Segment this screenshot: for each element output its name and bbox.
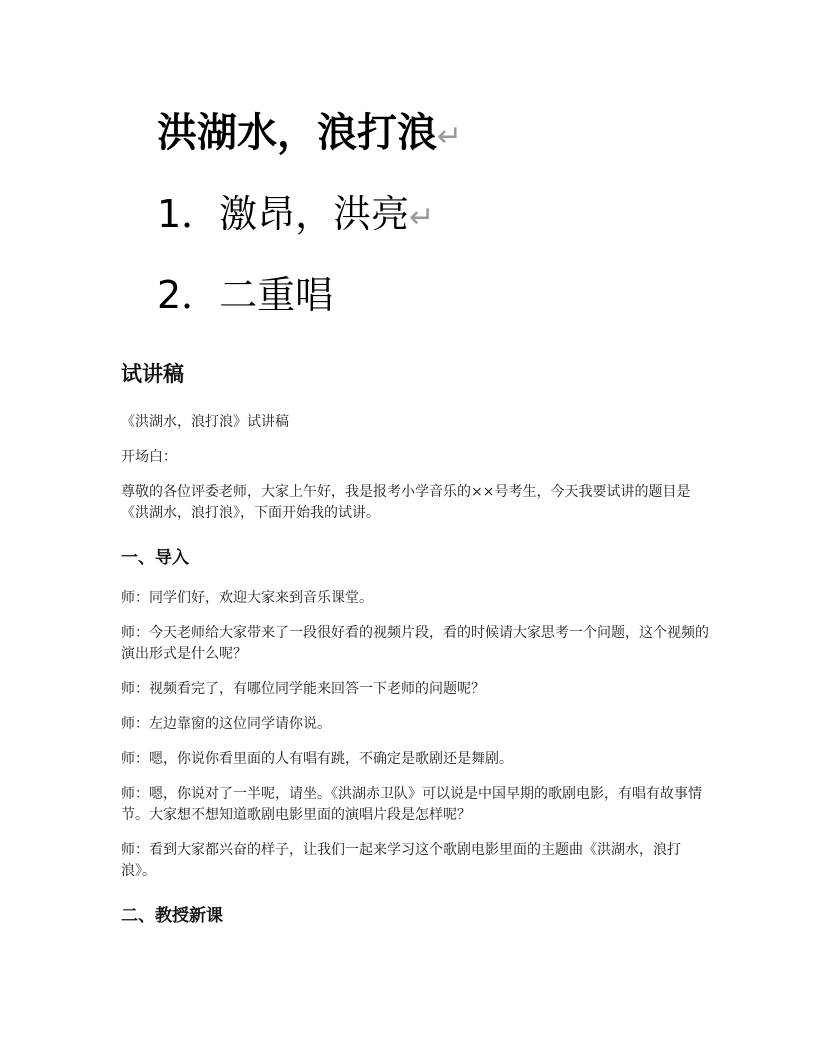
return-mark-icon: ↵ — [437, 119, 463, 154]
paragraph: 师：左边靠窗的这位同学请你说。 — [121, 716, 331, 732]
section-heading-intro: 一、导入 — [121, 548, 189, 568]
hero-title-text: 洪湖水，浪打浪 — [157, 110, 437, 156]
return-mark-icon: ↵ — [409, 200, 435, 235]
opening-text: 尊敬的各位评委老师，大家上午好，我是报考小学音乐的××号考生，今天我要试讲的题目是《洪湖水，浪打浪》，下面开始我的试讲。 — [121, 484, 691, 521]
hero-item-2 — [157, 273, 334, 317]
section-heading-new-lesson: 二、教授新课 — [121, 906, 223, 926]
hero-item-1 — [157, 192, 435, 236]
paragraph: 师：嗯，你说对了一半呢，请坐。《洪湖赤卫队》可以说是中国早期的歌剧电影，有唱有故事情节。大家想不想知道歌剧电影里面的演唱片段是怎样呢？ — [121, 786, 702, 823]
hero-title — [157, 110, 463, 156]
paragraph: 师：看到大家都兴奋的样子，让我们一起来学习这个歌剧电影里面的主题曲《洪湖水，浪打浪》。 — [121, 842, 681, 879]
paragraph: 师：嗯，你说你看里面的人有唱有跳，不确定是歌剧还是舞剧。 — [121, 751, 513, 767]
opening-label: 开场白： — [121, 449, 177, 465]
document-subtitle: 《洪湖水，浪打浪》试讲稿 — [121, 414, 289, 430]
document-heading: 试讲稿 — [121, 362, 184, 386]
hero-item-1-text: 1．激昂，洪亮 — [157, 192, 410, 236]
paragraph: 师：今天老师给大家带来了一段很好看的视频片段，看的时候请大家思考一个问题，这个视频的演出形式是什么呢？ — [121, 625, 709, 662]
paragraph: 师：同学们好，欢迎大家来到音乐课堂。 — [121, 590, 373, 606]
hero-item-2-text: 2．二重唱 — [157, 273, 334, 317]
document-body — [121, 358, 711, 946]
paragraph: 师：视频看完了，有哪位同学能来回答一下老师的问题呢？ — [121, 681, 485, 697]
